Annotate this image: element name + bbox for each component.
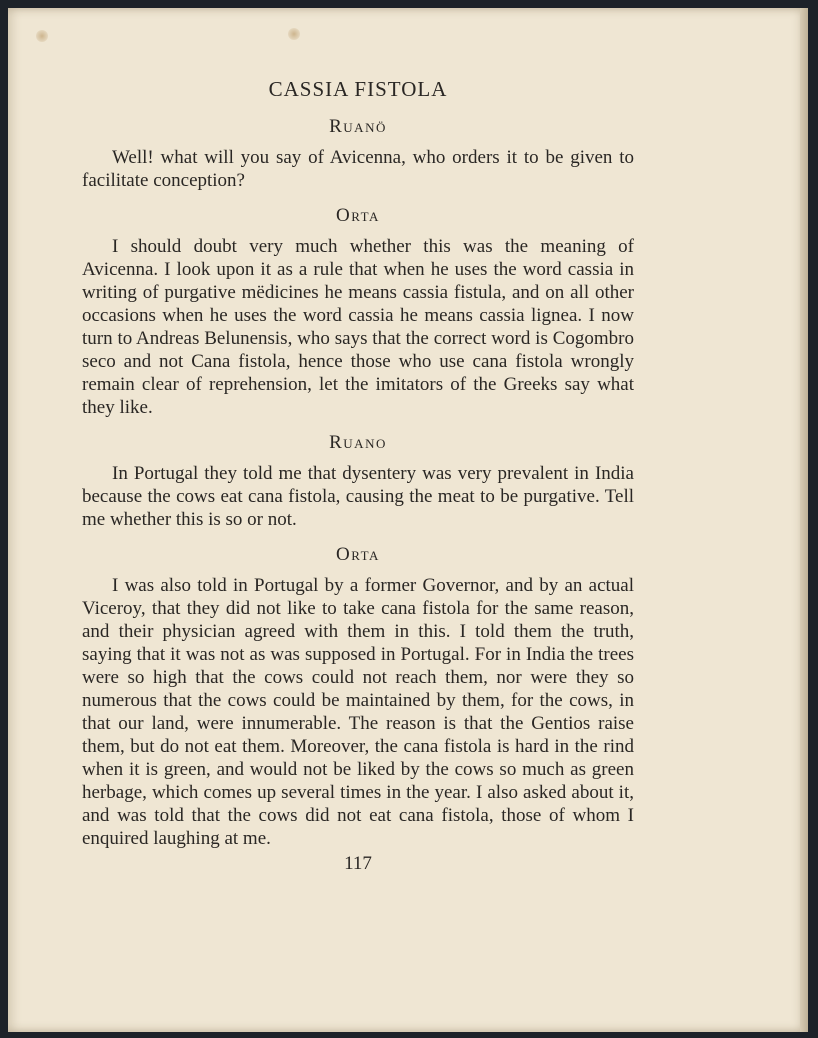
book-page xyxy=(8,8,808,1032)
speaker-heading: Orta xyxy=(336,205,380,226)
speaker-heading: Orta xyxy=(336,544,380,565)
speaker-heading: Ruanö xyxy=(329,116,387,137)
page-text xyxy=(82,78,634,875)
paragraph: I was also told in Portugal by a former Governor, and by an actual Viceroy, that they did not like to take cana fistola for the same reason, and their physician agreed with them in this. I told them the truth, saying that it was not as was supposed in Portugal. For in India the trees were so high that the cows could not reach them, nor were they so numerous that the cows could be maintained by them, for the cows, in that our land, were innumerable. The reason is that the Gentios raise them, but do not eat them. Moreover, the cana fistola is hard in the rind when it is green, and would not be liked by the cows so much as green herbage, which comes up several times in the year. I also asked about it, and was told that the cows did not eat cana fistola, those of whom I enquired laughing at me. xyxy=(82,575,634,849)
paragraph: In Portugal they told me that dysentery was very prevalent in India because the cows eat cana fistola, causing the meat to be purgative. Tell me whether this is so or not. xyxy=(82,463,634,530)
foxing-spot xyxy=(288,28,300,40)
foxing-spot xyxy=(36,30,48,42)
speaker-heading: Ruano xyxy=(329,432,387,453)
page-edge xyxy=(800,8,808,1032)
page-title: CASSIA FISTOLA xyxy=(268,77,448,101)
page-number: 117 xyxy=(344,853,372,874)
paragraph: Well! what will you say of Avicenna, who orders it to be given to facilitate conception? xyxy=(82,147,634,191)
paragraph: I should doubt very much whether this was the meaning of Avicenna. I look upon it as a rule that when he uses the word cassia in writing of purgative mëdicines he means cassia fistula, and on all other occasions when he uses the word cassia he means cassia lignea. I now turn to Andreas Belunensis, who says that the correct word is Cogombro seco and not Cana fistola, hence those who use cana fistola wrongly remain clear of reprehension, let the imitators of the Greeks say what they like. xyxy=(82,236,634,418)
